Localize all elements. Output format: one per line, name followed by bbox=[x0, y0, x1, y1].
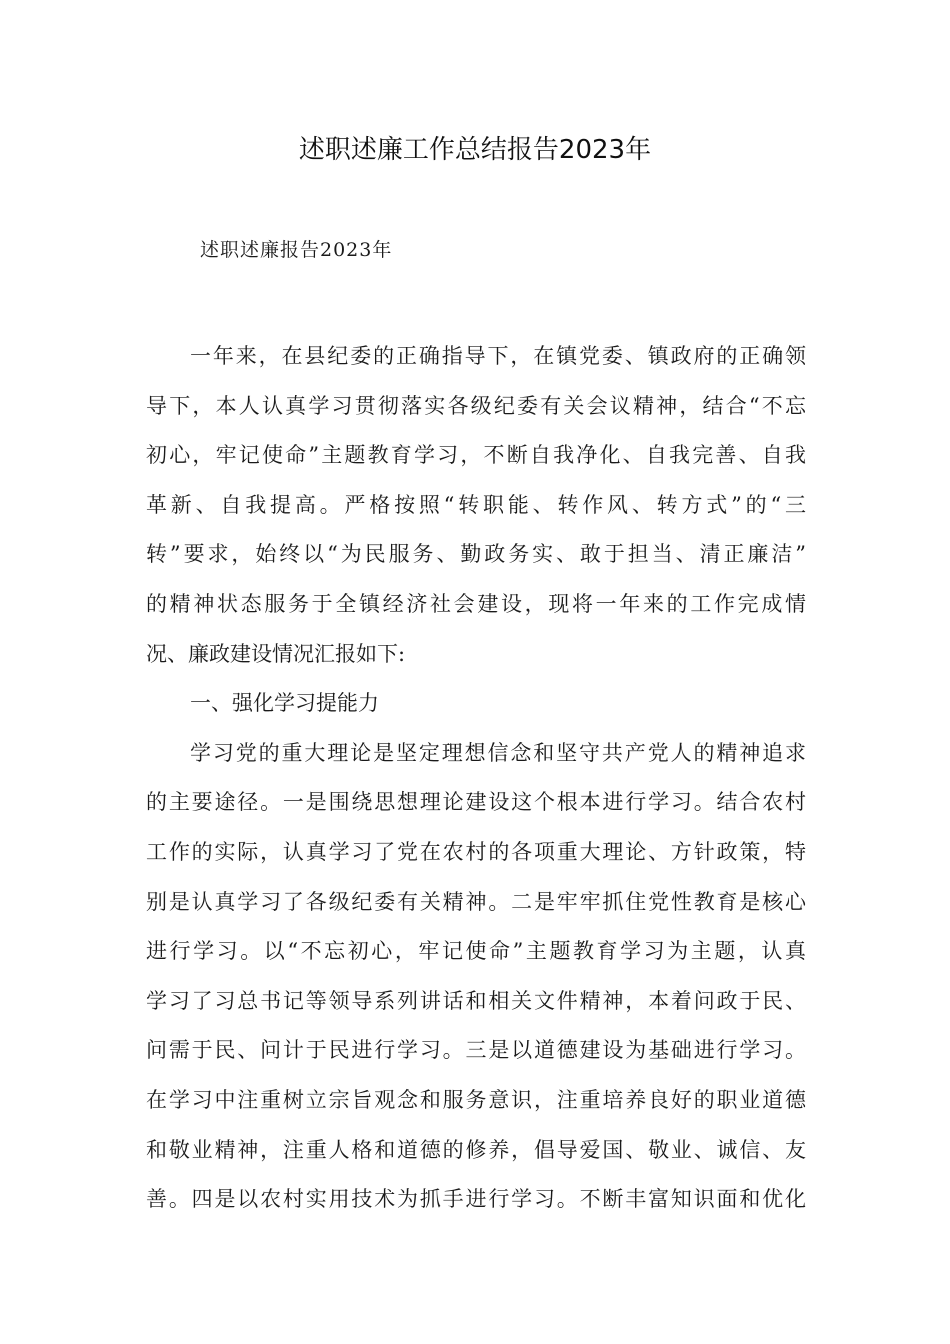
body-line: 学习了习总书记等领导系列讲话和相关文件精神，本着问政于民、 bbox=[146, 988, 806, 1013]
body-line: 学习党的重大理论是坚定理想信念和坚守共产党人的精神追求 bbox=[190, 740, 806, 765]
document-title: 述职述廉工作总结报告2023年 bbox=[298, 135, 652, 165]
document-subtitle: 述职述廉报告2023年 bbox=[200, 239, 393, 261]
body-line: 初心，牢记使命”主题教育学习，不断自我净化、自我完善、自我 bbox=[146, 443, 806, 468]
body-line: 一年来，在县纪委的正确指导下，在镇党委、镇政府的正确领 bbox=[190, 344, 806, 368]
body-line: 导下，本人认真学习贯彻落实各级纪委有关会议精神，结合“不忘 bbox=[146, 393, 806, 418]
body-line: 革新、自我提高。严格按照“转职能、转作风、转方式”的“三 bbox=[146, 492, 806, 517]
body-line: 一、强化学习提能力 bbox=[190, 691, 379, 716]
body-line: 进行学习。以“不忘初心，牢记使命”主题教育学习为主题，认真 bbox=[146, 939, 806, 964]
body-line: 善。四是以农村实用技术为抓手进行学习。不断丰富知识面和优化 bbox=[146, 1187, 806, 1212]
document-body bbox=[146, 332, 806, 1225]
body-line: 别是认真学习了各级纪委有关精神。二是牢牢抓住党性教育是核心 bbox=[146, 889, 806, 914]
body-line: 在学习中注重树立宗旨观念和服务意识，注重培养良好的职业道德 bbox=[146, 1087, 806, 1112]
body-line: 转”要求，始终以“为民服务、勤政务实、敢于担当、清正廉洁” bbox=[146, 542, 806, 567]
body-line: 的主要途径。一是围绕思想理论建设这个根本进行学习。结合农村 bbox=[146, 790, 806, 815]
body-line: 和敬业精神，注重人格和道德的修养，倡导爱国、敬业、诚信、友 bbox=[146, 1137, 806, 1162]
body-line: 工作的实际，认真学习了党在农村的各项重大理论、方针政策，特 bbox=[146, 839, 806, 864]
body-line: 况、廉政建设情况汇报如下: bbox=[146, 641, 406, 666]
body-line: 问需于民、问计于民进行学习。三是以道德建设为基础进行学习。 bbox=[146, 1038, 806, 1063]
body-line: 的精神状态服务于全镇经济社会建设，现将一年来的工作完成情 bbox=[146, 591, 806, 616]
